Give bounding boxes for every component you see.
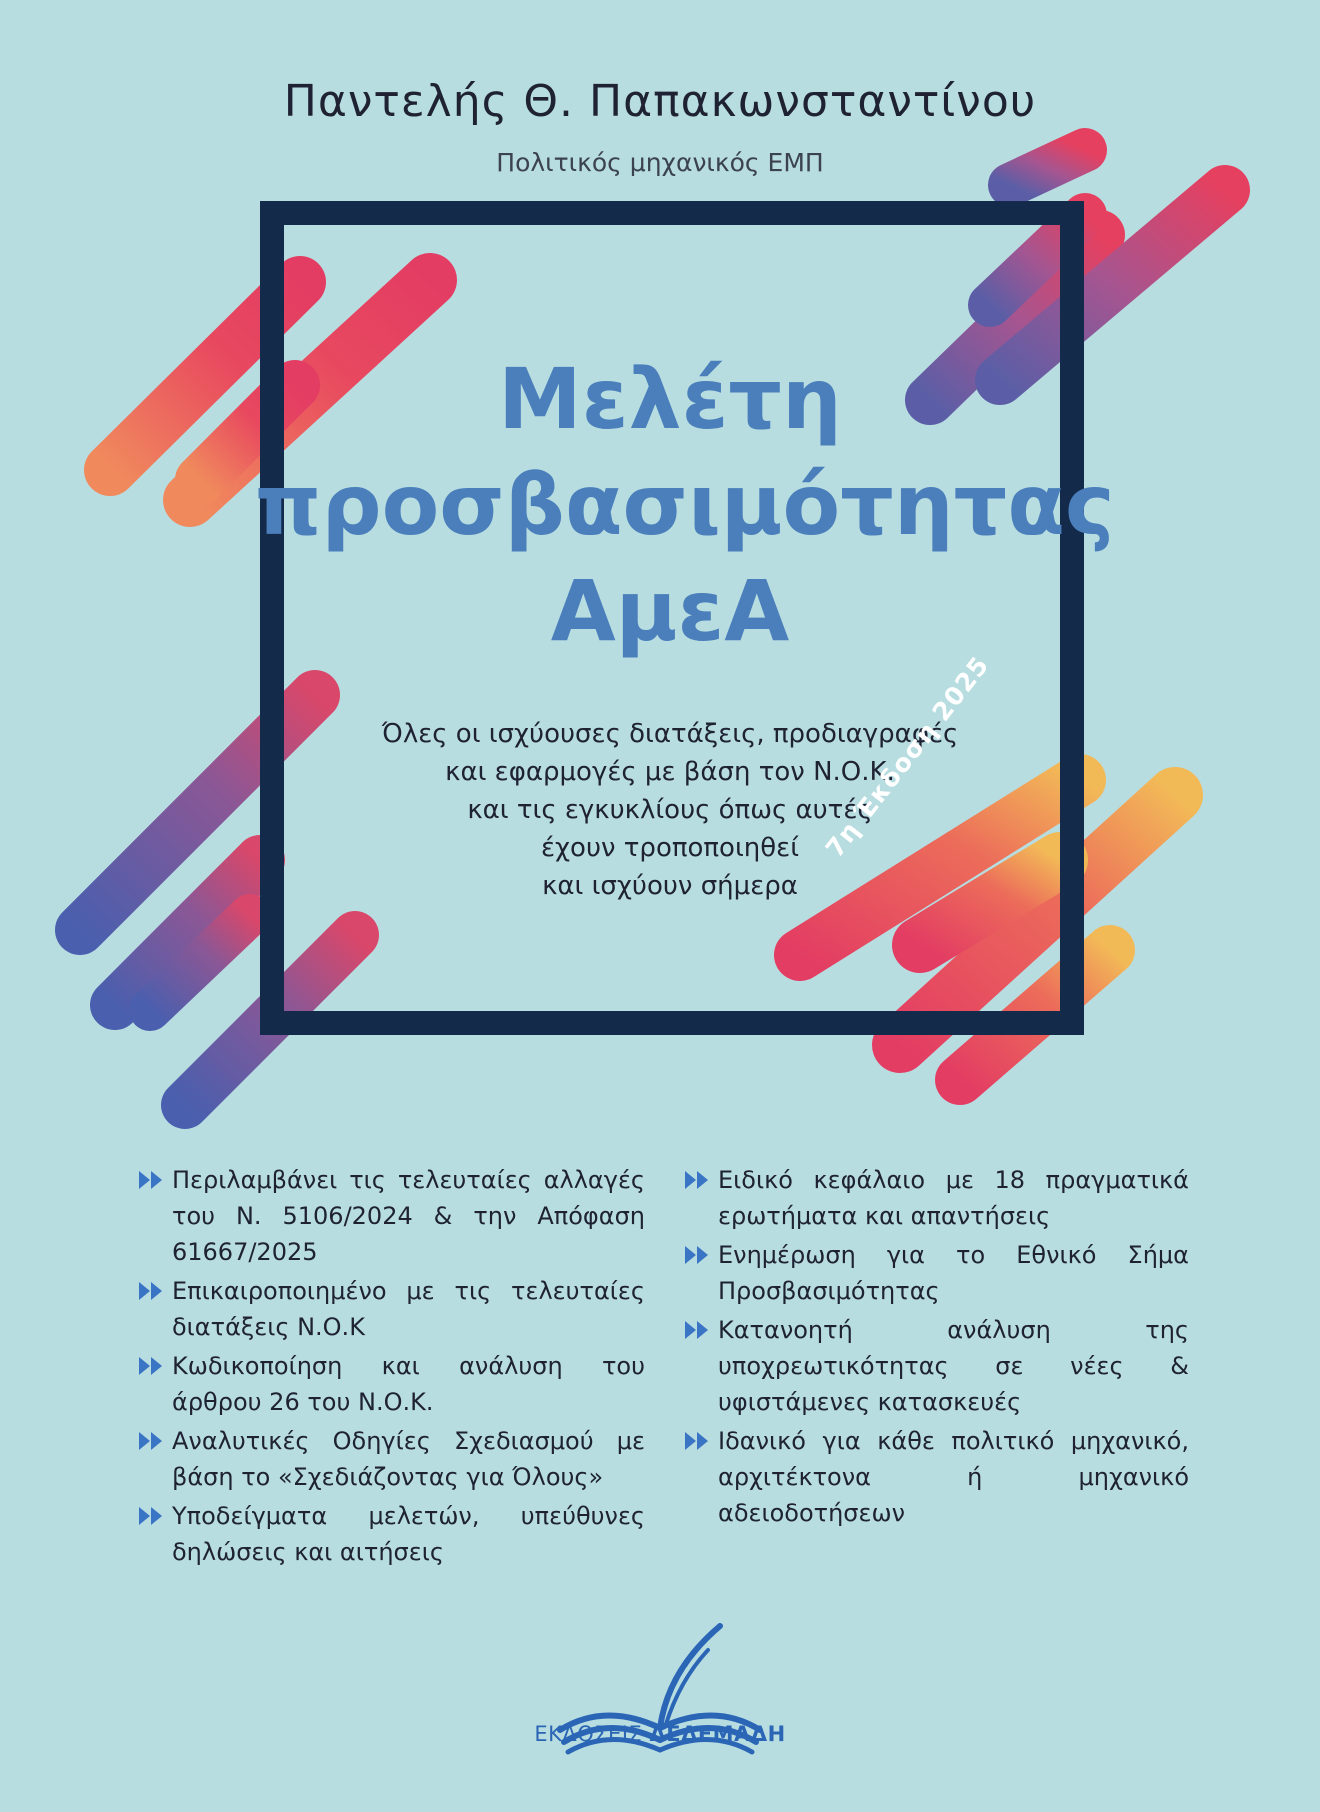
description-line: Όλες οι ισχύουσες διατάξεις, προδιαγραφές	[381, 719, 959, 749]
feature-item	[138, 1162, 645, 1270]
feature-item	[684, 1162, 1189, 1234]
description-line: και τις εγκυκλίους όπως αυτές	[467, 795, 873, 825]
double-arrow-bullet-icon	[684, 1245, 712, 1265]
feature-item	[138, 1273, 645, 1345]
feature-text: Κωδικοποίηση και ανάλυση του άρθρου 26 του Ν.Ο.Κ.	[172, 1352, 645, 1416]
double-arrow-bullet-icon	[138, 1431, 166, 1451]
feature-item	[138, 1348, 645, 1420]
author-name: Παντελής Θ. Παπακωνσταντίνου	[283, 76, 1037, 127]
double-arrow-bullet-icon	[684, 1170, 712, 1190]
title-line: Μελέτη	[498, 350, 842, 448]
feature-text: Ιδανικό για κάθε πολιτικό μηχανικό, αρχιτέκτονα ή μηχανικό αδειοδοτήσεων	[718, 1427, 1189, 1527]
publisher-brand: ΔΕΔΕΜΑΔΗ	[649, 1722, 786, 1746]
features-list-right	[684, 1162, 1189, 1534]
feature-item	[684, 1312, 1189, 1420]
description-line: και εφαρμογές με βάση τον Ν.Ο.Κ.	[445, 757, 895, 787]
book-title	[255, 346, 1115, 664]
features-list-left	[138, 1162, 645, 1573]
feature-text: Επικαιροποιημένο με τις τελευταίες διατάξεις Ν.Ο.Κ	[172, 1277, 645, 1341]
double-arrow-bullet-icon	[138, 1356, 166, 1376]
description-line: έχουν τροποποιηθεί	[540, 833, 800, 863]
double-arrow-bullet-icon	[138, 1506, 166, 1526]
double-arrow-bullet-icon	[138, 1281, 166, 1301]
feature-text: Αναλυτικές Οδηγίες Σχεδιασμού με βάση το «Σχεδιάζοντας για Όλους»	[172, 1427, 645, 1491]
feature-text: Ειδικό κεφάλαιο με 18 πραγματικά ερωτήματα και απαντήσεις	[718, 1166, 1189, 1230]
feature-item	[684, 1237, 1189, 1309]
feature-text: Υποδείγματα μελετών, υπεύθυνες δηλώσεις και αιτήσεις	[172, 1502, 645, 1566]
edition-label: 7η Έκδοση 2025	[820, 650, 995, 863]
title-line: ΑμεΑ	[550, 562, 790, 660]
publisher-prefix: ΕΚΔΟΣΕΙΣ	[534, 1722, 643, 1746]
title-line: προσβασιμότητας	[255, 456, 1115, 554]
feature-text: Κατανοητή ανάλυση της υποχρεωτικότητας σε νέες & υφιστάμενες κατασκευές	[718, 1316, 1189, 1416]
feature-text: Ενημέρωση για το Εθνικό Σήμα Προσβασιμότητας	[718, 1241, 1189, 1305]
feature-item	[684, 1423, 1189, 1531]
description-line: και ισχύουν σήμερα	[542, 871, 798, 901]
double-arrow-bullet-icon	[684, 1320, 712, 1340]
feature-item	[138, 1423, 645, 1495]
double-arrow-bullet-icon	[138, 1170, 166, 1190]
author-role: Πολιτικός μηχανικός ΕΜΠ	[496, 148, 824, 177]
publisher-name	[520, 1722, 800, 1746]
feature-item	[138, 1498, 645, 1570]
double-arrow-bullet-icon	[684, 1431, 712, 1451]
feature-text: Περιλαμβάνει τις τελευταίες αλλαγές του Ν. 5106/2024 & την Απόφαση 61667/2025	[172, 1166, 645, 1266]
